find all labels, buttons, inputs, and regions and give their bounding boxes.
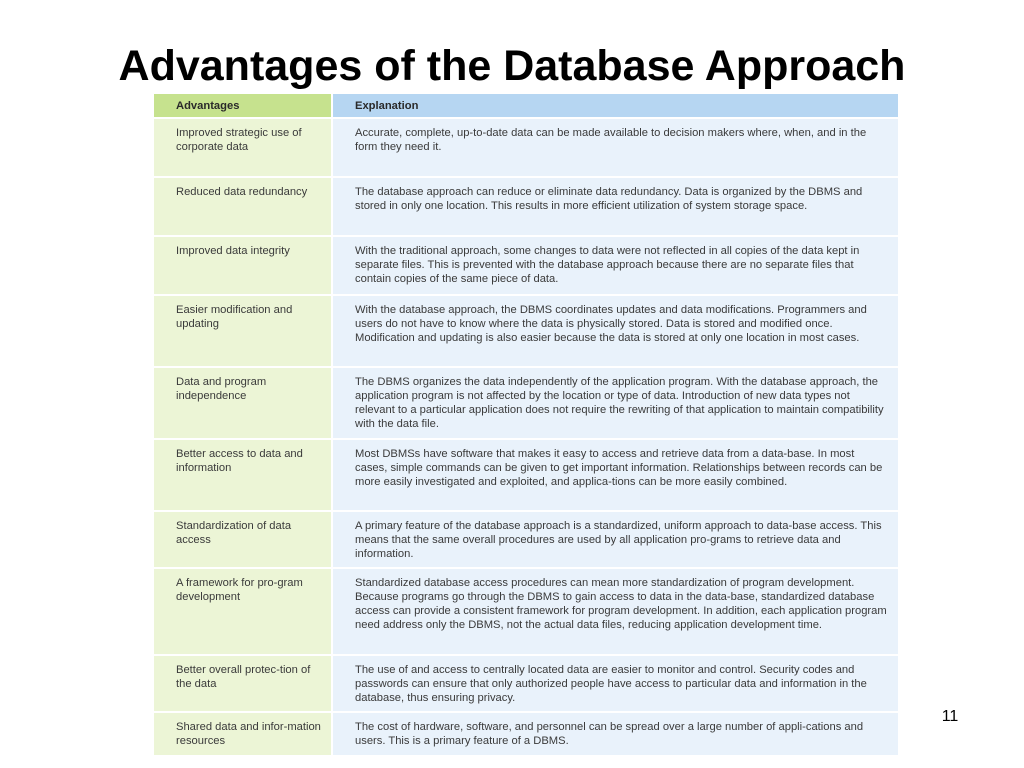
explanation-cell: A primary feature of the database approach is a standardized, uniform approach to data-base access. This means that the same overall procedures are used by all application pro-grams to retrieve data and information. bbox=[331, 512, 898, 569]
column-header-advantages: Advantages bbox=[154, 94, 331, 119]
explanation-cell: Standardized database access procedures can mean more standardization of program development. Because programs go through the DBMS to gain access to data in the data-base, standardized database access can provide a consistent framework for program development. In addition, each application program need address only the DBMS, not the actual data files, reducing application development time. bbox=[331, 569, 898, 656]
advantage-cell: Reduced data redundancy bbox=[154, 178, 331, 237]
explanation-cell: With the traditional approach, some changes to data were not reflected in all copies of the data kept in separate files. This is prevented with the database approach because there are no separate files that contain copies of the same piece of data. bbox=[331, 237, 898, 296]
advantage-cell: Data and program independence bbox=[154, 368, 331, 440]
explanation-cell: With the database approach, the DBMS coordinates updates and data modifications. Programmers and users do not have to know where the data is physically stored. Data is stored and modified once. Modification and updating is also easier because the data is stored at only one location in most cases. bbox=[331, 296, 898, 368]
explanation-cell: The DBMS organizes the data independently of the application program. With the database approach, the application program is not affected by the location or type of data. Introduction of new data types not relevant to a particular application does not require the rewriting of that application to maintain compatibility with the data file. bbox=[331, 368, 898, 440]
explanation-cell: The database approach can reduce or eliminate data redundancy. Data is organized by the DBMS and stored in only one location. This results in more efficient utilization of system storage space. bbox=[331, 178, 898, 237]
advantages-table bbox=[154, 94, 898, 757]
advantage-cell: Improved data integrity bbox=[154, 237, 331, 296]
advantage-cell: Better access to data and information bbox=[154, 440, 331, 512]
explanation-cell: Accurate, complete, up-to-date data can be made available to decision makers where, when, and in the form they need it. bbox=[331, 119, 898, 178]
advantage-cell: Better overall protec-tion of the data bbox=[154, 656, 331, 713]
explanation-cell: The cost of hardware, software, and personnel can be spread over a large number of appli-cations and users. This is a primary feature of a DBMS. bbox=[331, 713, 898, 757]
advantage-cell: Improved strategic use of corporate data bbox=[154, 119, 331, 178]
slide-title: Advantages of the Database Approach bbox=[118, 42, 906, 90]
advantage-cell: A framework for pro-gram development bbox=[154, 569, 331, 656]
explanation-cell: The use of and access to centrally located data are easier to monitor and control. Security codes and passwords can ensure that only authorized people have access to particular data and information in the database, thus ensuring privacy. bbox=[331, 656, 898, 713]
column-header-explanation: Explanation bbox=[331, 94, 898, 119]
advantage-cell: Shared data and infor-mation resources bbox=[154, 713, 331, 757]
advantage-cell: Easier modification and updating bbox=[154, 296, 331, 368]
explanation-cell: Most DBMSs have software that makes it easy to access and retrieve data from a data-base. In most cases, simple commands can be given to get important information. Relationships between records can be more easily investigated and exploited, and applica-tions can be more easily combined. bbox=[331, 440, 898, 512]
page-number: 11 bbox=[941, 708, 959, 725]
advantage-cell: Standardization of data access bbox=[154, 512, 331, 569]
